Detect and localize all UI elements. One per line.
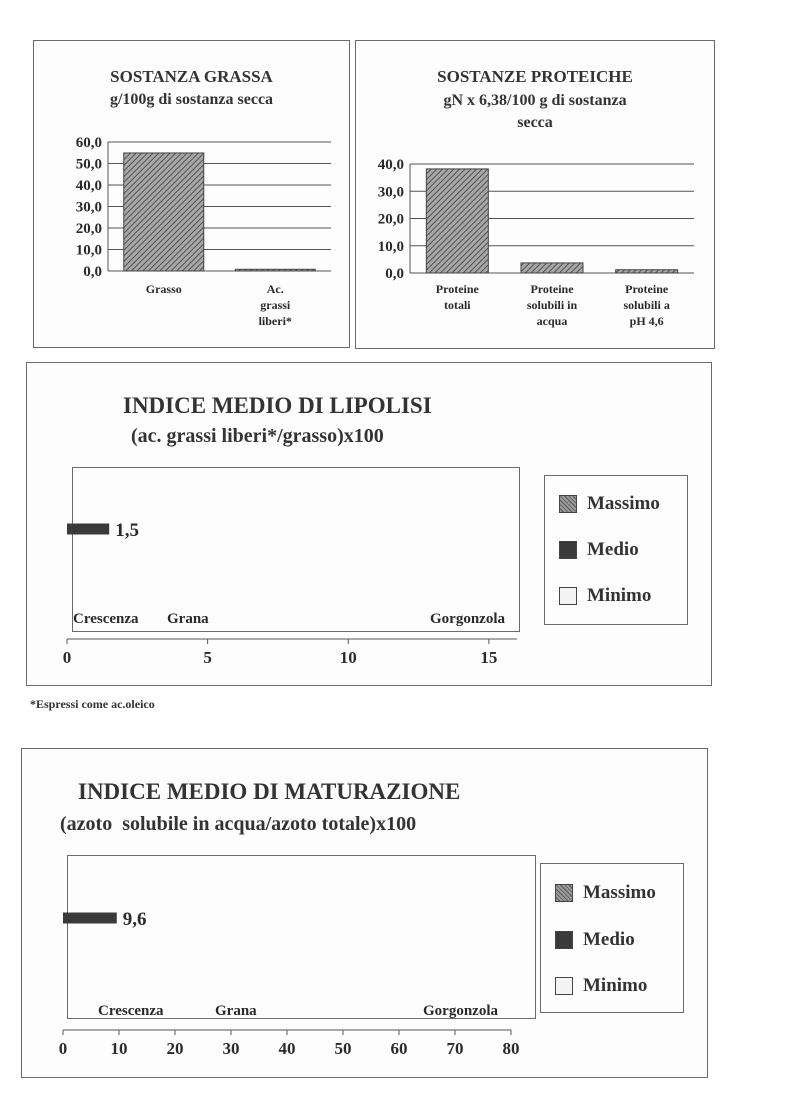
- x-tick-label: 0: [62, 648, 72, 667]
- y-tick-label: 0,0: [385, 266, 404, 282]
- x-tick-label: Ac.: [266, 282, 284, 296]
- category-label: Crescenza: [73, 611, 139, 627]
- x-tick-label: solubili in: [526, 298, 578, 312]
- y-tick-label: 40,0: [75, 178, 102, 194]
- chart-title: SOSTANZE PROTEICHE: [437, 67, 633, 86]
- category-label: Gorgonzola: [430, 611, 505, 627]
- x-tick-label: 20: [166, 1039, 184, 1058]
- x-tick-label: pH 4,6: [629, 314, 664, 328]
- bar-medio: [63, 913, 117, 924]
- chart-subtitle-line1: gN x 6,38/100 g di sostanza: [443, 92, 627, 109]
- category-label: Gorgonzola: [423, 1003, 498, 1019]
- chart-title: SOSTANZA GRASSA: [110, 67, 273, 86]
- y-tick-label: 20,0: [75, 221, 102, 237]
- x-tick-label: Proteine: [530, 282, 574, 296]
- y-tick-label: 30,0: [75, 199, 102, 216]
- x-tick-label: 40: [278, 1039, 296, 1058]
- category-label: Crescenza: [98, 1003, 164, 1019]
- x-tick-label: 60: [390, 1039, 408, 1058]
- footnote: *Espressi come ac.oleico: [30, 697, 155, 711]
- x-tick-label: 10: [110, 1039, 128, 1058]
- x-tick-label: Proteine: [625, 282, 669, 296]
- x-tick-label: solubili a: [623, 298, 670, 312]
- legend-label: Minimo: [587, 585, 652, 606]
- legend-label: Medio: [587, 539, 639, 560]
- chart-subtitle: g/100g di sostanza secca: [109, 91, 274, 108]
- x-tick-label: 0: [58, 1039, 68, 1058]
- legend-label: Massimo: [583, 882, 656, 903]
- y-tick-label: 40,0: [377, 157, 404, 173]
- y-tick-label: 50,0: [75, 156, 102, 173]
- y-tick-label: 10,0: [377, 238, 404, 255]
- chart-subtitle: (azoto solubile in acqua/azoto totale)x100: [60, 813, 417, 835]
- category-label: Grana: [167, 611, 209, 627]
- x-tick-label: 70: [446, 1039, 464, 1058]
- y-tick-label: 10,0: [75, 242, 102, 259]
- legend-label: Minimo: [583, 975, 648, 996]
- category-label: Grana: [215, 1003, 257, 1019]
- data-label: 1,5: [115, 520, 139, 541]
- x-tick-label: 10: [339, 648, 357, 667]
- y-tick-label: 0,0: [83, 264, 102, 280]
- chart-title: INDICE MEDIO DI LIPOLISI: [123, 393, 432, 418]
- x-tick-label: 15: [480, 648, 498, 667]
- data-label: 9,6: [122, 909, 147, 930]
- legend-label: Medio: [583, 929, 635, 950]
- y-tick-label: 30,0: [377, 184, 404, 201]
- x-tick-label: 50: [334, 1039, 352, 1058]
- chart-title: INDICE MEDIO DI MATURAZIONE: [78, 779, 461, 804]
- x-tick-label: acqua: [536, 314, 568, 328]
- y-tick-label: 60,0: [75, 135, 102, 151]
- legend-label: Massimo: [587, 493, 660, 514]
- chart-subtitle-line2: secca: [517, 114, 553, 131]
- x-tick-label: Proteine: [435, 282, 479, 296]
- x-tick-label: 30: [222, 1039, 240, 1058]
- x-tick-label: totali: [443, 298, 471, 312]
- x-tick-label: liberi*: [258, 314, 292, 328]
- y-tick-label: 20,0: [377, 211, 404, 228]
- x-tick-label: Grasso: [145, 282, 182, 296]
- x-tick-label: grassi: [260, 298, 291, 312]
- x-tick-label: 5: [203, 648, 212, 667]
- chart-subtitle: (ac. grassi liberi*/grasso)x100: [131, 425, 384, 447]
- x-tick-label: 80: [502, 1039, 520, 1058]
